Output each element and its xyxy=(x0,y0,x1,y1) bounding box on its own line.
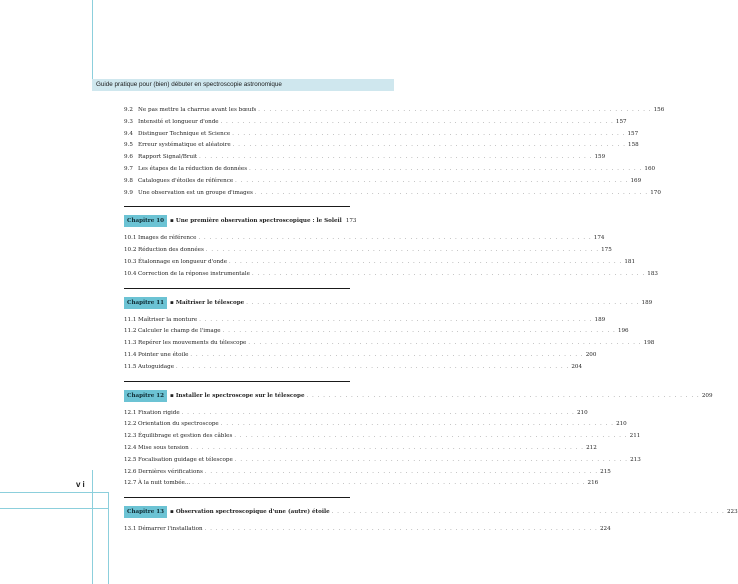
chapter-title: Maîtriser le télescope xyxy=(175,299,245,306)
toc-entry[interactable] xyxy=(124,257,636,269)
section-rule xyxy=(124,381,350,382)
entry-title: Démarrer l'installation xyxy=(138,526,203,533)
dot-leader: . . . . . . . . . . . . . . . . . . . . . . . . . . . . . . . . . . . . . . . . . . . . . . . . . . . . . . . . . . . . . . . . . . . . . . . xyxy=(190,444,585,451)
toc-entry[interactable] xyxy=(124,152,606,164)
bottom-frame-line-v xyxy=(108,492,109,584)
chapter-page: 189 xyxy=(641,299,653,306)
entry-number: 10.4 xyxy=(124,270,137,277)
entry-page: 159 xyxy=(594,154,606,161)
dot-leader: . . . . . . . . . . . . . . . . . . . . . . . . . . . . . . . . . . . . . . . . . . . . . . . . . . . . . . . . . . . . . . . . . . . . . . . xyxy=(258,107,652,113)
entry-number: 12.1 xyxy=(124,409,137,416)
dot-leader: . . . . . . . . . . . . . . . . . . . . . . . . . . . . . . . . . . . . . . . . . . . . . . . . . . . . . . . . . . . . . . . . . . . . . . . xyxy=(306,392,700,399)
entry-title: Rapport Signal/Bruit xyxy=(138,154,198,161)
entry-title: Orientation du spectroscope xyxy=(138,421,219,428)
entry-number: 11.3 xyxy=(124,340,137,347)
dot-leader: . . . . . . . . . . . . . . . . . . . . . . . . . . . . . . . . . . . . . . . . . . . . . . . . . . . . . . . . . . . . . . . . . . . . . . . xyxy=(234,456,629,463)
running-title: Guide pratique pour (bien) débuter en spectroscopie astronomique xyxy=(96,81,282,88)
entry-number: 10.2 xyxy=(124,247,137,254)
entry-number: 12.2 xyxy=(124,421,137,428)
entry-title: Focalisation guidage et télescope xyxy=(138,456,233,463)
chapter-page: 209 xyxy=(701,392,713,399)
toc-entry[interactable] xyxy=(124,164,656,176)
entry-page: 170 xyxy=(650,189,661,196)
entry-page: 157 xyxy=(615,118,627,125)
entry-title: Erreur systématique et aléatoire xyxy=(138,142,231,149)
toc-entry[interactable] xyxy=(124,269,658,281)
entry-number: 9.5 xyxy=(124,142,133,149)
dot-leader: . . . . . . . . . . . . . . . . . . . . . . . . . . . . . . . . . . . . . . . . . . . . . . . . . . . . . . . . . . . . . . . . . . . . . . . xyxy=(199,154,593,161)
dot-leader: . . . . . . . . . . . . . . . . . . . . . . . . . . . . . . . . . . . . . . . . . . . . . . . . . . . . . . . . . . . . . . . . . . . . . . . xyxy=(229,258,623,265)
chapter-heading[interactable] xyxy=(124,297,653,309)
dot-leader: . . . . . . . . . . . . . . . . . . . . . . . . . . . . . . . . . . . . . . . . . . . . . . . . . . . . . . . . . . . . . . . . . . . . . . . xyxy=(198,235,592,242)
entry-number: 11.1 xyxy=(124,316,137,323)
dot-leader: . . . . . . . . . . . . . . . . . . . . . . . . . . . . . . . . . . . . . . . . . . . . . . . . . . . . . . . . . . . . . . . . . . . . . . . xyxy=(220,118,614,125)
dot-leader: . . . . . . . . . . . . . . . . . . . . . . . . . . . . . . . . . . . . . . . . . . . . . . . . . . . . . . . . . . . . . . . . . . . . . . . xyxy=(254,189,649,196)
entry-number: 12.7 xyxy=(124,480,137,487)
chapter-badge: Chapitre 10 xyxy=(124,215,167,227)
toc-entry[interactable] xyxy=(124,431,641,443)
dot-leader: . . . . . . . . . . . . . . . . . . . . . . . . . . . . . . . . . . . . . . . . . . . . . . . . . . . . . . . . . . . . . . . . . . . . . . . xyxy=(246,299,640,306)
entry-page: 160 xyxy=(644,165,656,172)
entry-page: 212 xyxy=(586,444,597,451)
chapter-bullet: ▪ xyxy=(170,299,174,306)
chapter-badge: Chapitre 11 xyxy=(124,297,167,309)
toc-entry[interactable] xyxy=(124,350,597,362)
entry-number: 12.3 xyxy=(124,433,137,440)
dot-leader: . . . . . . . . . . . . . . . . . . . . . . . . . . . . . . . . . . . . . . . . . . . . . . . . . . . . . . . . . . . . . . . . . . . . . . . xyxy=(331,509,725,516)
dot-leader: . . . . . . . . . . . . . . . . . . . . . . . . . . . . . . . . . . . . . . . . . . . . . . . . . . . . . . . . . . . . . . . . . . . . . . . xyxy=(251,270,646,277)
entry-title: Images de référence xyxy=(138,235,197,242)
toc-entry[interactable] xyxy=(124,419,627,431)
entry-title: Réduction des données xyxy=(138,247,204,254)
chapter-badge: Chapitre 12 xyxy=(124,390,167,402)
entry-page: 157 xyxy=(627,130,639,137)
section-rule xyxy=(124,288,350,289)
entry-title: Catalogues d'étoiles de référence xyxy=(138,177,234,184)
section-rule xyxy=(124,206,350,207)
chapter-page: 223 xyxy=(726,509,738,516)
chapter-heading[interactable] xyxy=(124,506,738,518)
entry-title: Une observation est un groupe d'images xyxy=(138,189,253,196)
toc-entry[interactable] xyxy=(124,467,611,479)
entry-page: 196 xyxy=(617,328,629,335)
entry-page: 174 xyxy=(593,235,605,242)
chapter-bullet: ▪ xyxy=(170,218,174,225)
section-rule xyxy=(124,497,350,498)
chapter-page: 173 xyxy=(345,218,357,225)
entry-number: 13.1 xyxy=(124,526,137,533)
chapter-title: Une première observation spectroscopique : le Soleil xyxy=(175,218,342,225)
toc-entry[interactable] xyxy=(124,408,588,420)
toc-entry[interactable] xyxy=(124,326,629,338)
toc-entry[interactable] xyxy=(124,443,597,455)
dot-leader: . . . . . . . . . . . . . . . . . . . . . . . . . . . . . . . . . . . . . . . . . . . . . . . . . . . . . . . . . . . . . . . . . . . . . . . xyxy=(204,468,599,475)
toc-entry[interactable] xyxy=(124,129,639,141)
entry-page: 198 xyxy=(643,340,655,347)
entry-page: 158 xyxy=(628,142,639,149)
entry-title: Correction de la réponse instrumentale xyxy=(138,270,250,277)
entry-number: 12.4 xyxy=(124,444,137,451)
entry-number: 9.3 xyxy=(124,118,133,125)
left-frame-line-bottom xyxy=(92,470,93,584)
entry-page: 156 xyxy=(653,107,665,113)
entry-number: 9.7 xyxy=(124,165,133,172)
entry-title: Fixation rigide xyxy=(138,409,180,416)
chapter-badge: Chapitre 13 xyxy=(124,506,167,518)
left-frame-line xyxy=(92,0,93,91)
dot-leader: . . . . . . . . . . . . . . . . . . . . . . . . . . . . . . . . . . . . . . . . . . . . . . . . . . . . . . . . . . . . . . . . . . . . . . . xyxy=(190,351,584,358)
entry-page: 215 xyxy=(600,468,611,475)
dot-leader: . . . . . . . . . . . . . . . . . . . . . . . . . . . . . . . . . . . . . . . . . . . . . . . . . . . . . . . . . . . . . . . . . . . . . . . xyxy=(249,165,643,172)
table-of-contents xyxy=(124,105,738,536)
entry-title: À la nuit tombée... xyxy=(138,480,191,487)
toc-entry[interactable] xyxy=(124,524,611,536)
entry-number: 12.6 xyxy=(124,468,137,475)
toc-entry[interactable] xyxy=(124,117,627,129)
toc-entry[interactable] xyxy=(124,140,639,152)
entry-page: 183 xyxy=(647,270,658,277)
entry-title: Distinguer Technique et Science xyxy=(138,130,231,137)
entry-number: 9.4 xyxy=(124,130,133,137)
dot-leader: . . . . . . . . . . . . . . . . . . . . . . . . . . . . . . . . . . . . . . . . . . . . . . . . . . . . . . . . . . . . . . . . . . . . . . . xyxy=(222,328,616,335)
entry-page: 169 xyxy=(630,177,642,184)
entry-number: 9.9 xyxy=(124,189,133,196)
chapter-bullet: ▪ xyxy=(170,392,174,399)
toc-entry[interactable] xyxy=(124,176,642,188)
toc-entry[interactable] xyxy=(124,105,665,117)
entry-number: 9.2 xyxy=(124,107,133,113)
dot-leader: . . . . . . . . . . . . . . . . . . . . . . . . . . . . . . . . . . . . . . . . . . . . . . . . . . . . . . . . . . . . . . . . . . . . . . . xyxy=(181,409,575,416)
chapter-title: Observation spectroscopique d'une (autre) étoile xyxy=(175,509,330,516)
toc-entry[interactable] xyxy=(124,455,641,467)
entry-page: 181 xyxy=(624,258,636,265)
dot-leader: . . . . . . . . . . . . . . . . . . . . . . . . . . . . . . . . . . . . . . . . . . . . . . . . . . . . . . . . . . . . . . . . . . . . . . . xyxy=(192,480,586,487)
entry-page: 224 xyxy=(599,526,611,533)
entry-number: 9.8 xyxy=(124,177,133,184)
entry-title: Équilibrage et gestion des câbles xyxy=(138,433,233,440)
chapter-heading[interactable] xyxy=(124,215,357,227)
dot-leader: . . . . . . . . . . . . . . . . . . . . . . . . . . . . . . . . . . . . . . . . . . . . . . . . . . . . . . . . . . . . . . . . . . . . . . . xyxy=(248,340,642,347)
toc-entry[interactable] xyxy=(124,188,661,200)
chapter-title: Installer le spectroscope sur le télescope xyxy=(175,392,305,399)
dot-leader: . . . . . . . . . . . . . . . . . . . . . . . . . . . . . . . . . . . . . . . . . . . . . . . . . . . . . . . . . . . . . . . . . . . . . . . xyxy=(232,142,627,149)
entry-page: 189 xyxy=(594,316,606,323)
dot-leader: . . . . . . . . . . . . . . . . . . . . . . . . . . . . . . . . . . . . . . . . . . . . . . . . . . . . . . . . . . . . . . . . . . . . . . . xyxy=(204,526,598,533)
entry-page: 213 xyxy=(630,456,641,463)
dot-leader: . . . . . . . . . . . . . . . . . . . . . . . . . . . . . . . . . . . . . . . . . . . . . . . . . . . . . . . . . . . . . . . . . . . . . . . xyxy=(232,130,626,137)
chapter-heading[interactable] xyxy=(124,390,713,402)
entry-title: Les étapes de la réduction de données xyxy=(138,165,248,172)
entry-number: 11.5 xyxy=(124,363,137,370)
entry-page: 210 xyxy=(576,409,588,416)
bottom-frame-line-b xyxy=(0,508,108,509)
entry-title: Étalonnage en longueur d'onde xyxy=(138,258,228,265)
toc-entry[interactable] xyxy=(124,233,605,245)
dot-leader: . . . . . . . . . . . . . . . . . . . . . . . . . . . . . . . . . . . . . . . . . . . . . . . . . . . . . . . . . . . . . . . . . . . . . . . xyxy=(235,177,629,184)
entry-title: Ne pas mettre la charrue avant les bœufs xyxy=(138,107,257,113)
page-number: vi xyxy=(76,480,87,489)
dot-leader: . . . . . . . . . . . . . . . . . . . . . . . . . . . . . . . . . . . . . . . . . . . . . . . . . . . . . . . . . . . . . . . . . . . . . . . xyxy=(234,433,628,440)
entry-number: 10.3 xyxy=(124,258,137,265)
entry-title: Intensité et longueur d'onde xyxy=(138,118,219,125)
toc-entry[interactable] xyxy=(124,245,612,257)
entry-number: 11.2 xyxy=(124,328,137,335)
entry-title: Dernières vérifications xyxy=(138,468,203,475)
entry-page: 204 xyxy=(571,363,583,370)
dot-leader: . . . . . . . . . . . . . . . . . . . . . . . . . . . . . . . . . . . . . . . . . . . . . . . . . . . . . . . . . . . . . . . . . . . . . . . xyxy=(205,247,600,254)
dot-leader: . . . . . . . . . . . . . . . . . . . . . . . . . . . . . . . . . . . . . . . . . . . . . . . . . . . . . . . . . . . . . . . . . . . . . . . xyxy=(176,363,570,370)
toc-entry[interactable] xyxy=(124,338,655,350)
chapter-bullet: ▪ xyxy=(170,509,174,516)
entry-title: Pointer une étoile xyxy=(138,351,189,358)
dot-leader: . . . . . . . . . . . . . . . . . . . . . . . . . . . . . . . . . . . . . . . . . . . . . . . . . . . . . . . . . . . . . . . . . . . . . . . xyxy=(199,316,593,323)
entry-number: 9.6 xyxy=(124,154,133,161)
entry-title: Mise sous tension xyxy=(138,444,189,451)
entry-title: Calculer le champ de l'image xyxy=(138,328,221,335)
entry-number: 10.1 xyxy=(124,235,137,242)
entry-number: 12.5 xyxy=(124,456,137,463)
entry-page: 211 xyxy=(629,433,641,440)
entry-number: 11.4 xyxy=(124,351,137,358)
toc-entry[interactable] xyxy=(124,478,599,490)
toc-entry[interactable] xyxy=(124,362,583,374)
dot-leader: . . . . . . . . . . . . . . . . . . . . . . . . . . . . . . . . . . . . . . . . . . . . . . . . . . . . . . . . . . . . . . . . . . . . . . . xyxy=(220,421,615,428)
entry-page: 216 xyxy=(587,480,599,487)
bottom-frame-line-a xyxy=(0,492,108,493)
toc-entry[interactable] xyxy=(124,315,606,327)
entry-title: Autoguidage xyxy=(138,363,175,370)
entry-page: 200 xyxy=(585,351,597,358)
entry-title: Maîtriser la monture xyxy=(138,316,198,323)
entry-page: 210 xyxy=(616,421,627,428)
entry-page: 175 xyxy=(601,247,612,254)
entry-title: Repérer les mouvements du télescope xyxy=(138,340,247,347)
